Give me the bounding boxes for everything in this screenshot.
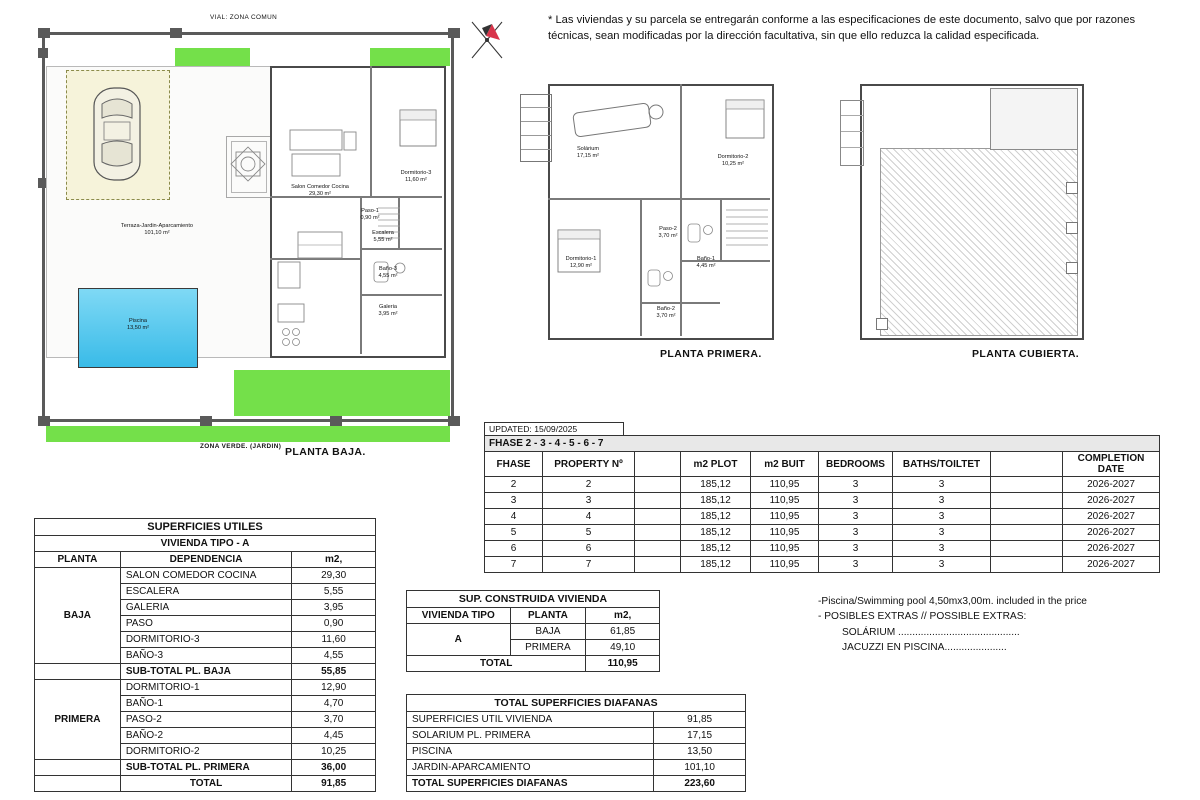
cell-baths: 3 (893, 477, 991, 493)
cell-bedrooms: 3 (819, 541, 893, 557)
bed-icon-dorm3 (398, 108, 438, 148)
roof-hatch (880, 148, 1078, 336)
bano-3-label: Baño-3 4,55 m² (378, 266, 398, 279)
cell-completion: 2026-2027 (1063, 541, 1160, 557)
sc-tipo: A (407, 624, 511, 656)
cell-completion: 2026-2027 (1063, 557, 1160, 573)
roof-vent-1 (1066, 182, 1078, 194)
table-row (485, 541, 1160, 557)
su-dep: BAÑO-1 (120, 696, 291, 712)
bathroom-fittings-bano2 (644, 266, 678, 300)
su-dep: DORMITORIO-1 (120, 680, 291, 696)
cell-baths: 3 (893, 493, 991, 509)
df-m2: 13,50 (654, 744, 746, 760)
cell-plot: 185,12 (681, 541, 751, 557)
planta-primera-title: PLANTA PRIMERA. (660, 348, 762, 360)
roof-vent-2 (1066, 222, 1078, 234)
df-total-value: 223,60 (654, 776, 746, 792)
cell-baths: 3 (893, 541, 991, 557)
updated-label: UPDATED: 15/09/2025 (484, 422, 624, 435)
escalera-label: Escalera 5,55 m² (372, 230, 394, 243)
roof-vent-3 (1066, 262, 1078, 274)
sc-total-label: TOTAL (407, 656, 586, 672)
cell-blank-2 (991, 509, 1063, 525)
fhase-header-row (485, 452, 1160, 477)
su-m2: 4,45 (292, 728, 376, 744)
extras-line-1: -Piscina/Swimming pool 4,50mx3,00m. included in the price (818, 596, 1087, 607)
table-row (485, 557, 1160, 573)
superficies-utiles-table-wrapper (34, 518, 376, 792)
su-subtotal-label: SUB-TOTAL PL. PRIMERA (120, 760, 291, 776)
su-m2: 4,70 (292, 696, 376, 712)
table-row (485, 509, 1160, 525)
cell-bedrooms: 3 (819, 525, 893, 541)
green-strip-top-left (175, 48, 250, 66)
terrace-label: Terraza-Jardin-Aparcamiento 101,10 m² (120, 223, 194, 236)
cell-property: 3 (543, 493, 635, 509)
su-dep: GALERIA (120, 600, 291, 616)
sc-planta: BAJA (510, 624, 586, 640)
cell-blank-2 (991, 525, 1063, 541)
cell-fhase: 3 (485, 493, 543, 509)
cell-plot: 185,12 (681, 557, 751, 573)
cell-blank-1 (635, 525, 681, 541)
su-dep: PASO-2 (120, 712, 291, 728)
su-subtotal-baja-row (35, 664, 376, 680)
su-subtotal-primera-row (35, 760, 376, 776)
df-m2: 17,15 (654, 728, 746, 744)
cell-fhase: 7 (485, 557, 543, 573)
sc-m2: 61,85 (586, 624, 660, 640)
extras-block (818, 594, 1178, 655)
roof-upper-block (990, 88, 1078, 150)
su-subtotal-spacer (35, 664, 121, 680)
su-subtitle: VIVIENDA TIPO - A (35, 536, 376, 552)
cell-plot: 185,12 (681, 477, 751, 493)
cell-blank-2 (991, 541, 1063, 557)
su-total-spacer (35, 776, 121, 792)
header-buit: m2 BUIT (751, 452, 819, 477)
su-subtitle-row (35, 536, 376, 552)
car-icon (82, 84, 152, 184)
df-label: SUPERFICIES UTIL VIVIENDA (407, 712, 654, 728)
df-title: TOTAL SUPERFICIES DIAFANAS (407, 695, 746, 712)
extras-line-4: JACUZZI EN PISCINA...................... (842, 641, 1007, 653)
cell-bedrooms: 3 (819, 493, 893, 509)
bano-1-label: Baño-1 4,45 m² (696, 256, 716, 269)
su-subtotal-value: 55,85 (292, 664, 376, 680)
sc-planta: PRIMERA (510, 640, 586, 656)
sc-header-planta: PLANTA (510, 608, 586, 624)
cell-property: 2 (543, 477, 635, 493)
table-row (407, 624, 660, 640)
df-total-row (407, 776, 746, 792)
su-title-row (35, 519, 376, 536)
roof-vent-4 (876, 318, 888, 330)
table-row (407, 744, 746, 760)
df-label: SOLARIUM PL. PRIMERA (407, 728, 654, 744)
cell-fhase: 6 (485, 541, 543, 557)
cell-bedrooms: 3 (819, 557, 893, 573)
galeria-label: Galeria 3,95 m² (378, 304, 398, 317)
cell-completion: 2026-2027 (1063, 477, 1160, 493)
cell-baths: 3 (893, 509, 991, 525)
cell-completion: 2026-2027 (1063, 525, 1160, 541)
df-title-row (407, 695, 746, 712)
cell-buit: 110,95 (751, 541, 819, 557)
sc-header-m2: m2, (586, 608, 660, 624)
planta-cubierta-title: PLANTA CUBIERTA. (972, 348, 1080, 360)
table-row (35, 568, 376, 584)
df-m2: 91,85 (654, 712, 746, 728)
fhase-table-wrapper (484, 422, 1160, 573)
sun-lounger-icon (568, 98, 668, 144)
cell-blank-1 (635, 493, 681, 509)
green-strip-top-right (370, 48, 450, 66)
green-strip-bottom-left (46, 426, 450, 442)
cell-buit: 110,95 (751, 525, 819, 541)
salon-comedor-cocina-label: Salon Comedor Cocina 29,30 m² (291, 184, 349, 197)
dormitorio-2-label: Dormitorio-2 10,25 m² (717, 154, 749, 167)
sc-title: SUP. CONSTRUIDA VIVIENDA (407, 591, 660, 608)
cell-buit: 110,95 (751, 493, 819, 509)
cell-completion: 2026-2027 (1063, 493, 1160, 509)
cell-blank-2 (991, 557, 1063, 573)
su-dep: ESCALERA (120, 584, 291, 600)
df-label: JARDIN-APARCAMIENTO (407, 760, 654, 776)
su-dep: BAÑO-3 (120, 648, 291, 664)
su-m2: 3,70 (292, 712, 376, 728)
sc-title-row (407, 591, 660, 608)
cell-blank-1 (635, 557, 681, 573)
planta-primera-drawing (520, 70, 820, 370)
fhase-banner-row (485, 436, 1160, 452)
su-subtotal-spacer-2 (35, 760, 121, 776)
su-total-value: 91,85 (292, 776, 376, 792)
header-property: PROPERTY Nº (543, 452, 635, 477)
su-group-primera: PRIMERA (35, 680, 121, 760)
header-plot: m2 PLOT (681, 452, 751, 477)
df-label: PISCINA (407, 744, 654, 760)
fhase-banner: FHASE 2 - 3 - 4 - 5 - 6 - 7 (485, 436, 1160, 452)
table-row (485, 477, 1160, 493)
cell-property: 5 (543, 525, 635, 541)
df-total-label: TOTAL SUPERFICIES DIAFANAS (407, 776, 654, 792)
su-subtotal-label: SUB-TOTAL PL. BAJA (120, 664, 291, 680)
su-m2: 29,30 (292, 568, 376, 584)
round-table-icon (228, 140, 268, 192)
cell-fhase: 2 (485, 477, 543, 493)
paso-2-label: Paso-2 3,70 m² (658, 226, 678, 239)
staircase-icon-primera (726, 204, 768, 256)
header-fhase: FHASE (485, 452, 543, 477)
su-m2: 0,90 (292, 616, 376, 632)
su-group-baja: BAJA (35, 568, 121, 664)
cell-buit: 110,95 (751, 509, 819, 525)
disclaimer-text: * Las viviendas y su parcela se entregarán conforme a las especificaciones de este documento, salvo que por razones técnicas, sean modificadas por la dirección facultativa, sin que ello reduzca la calidad especificada. (548, 14, 1136, 43)
extras-line-3: SOLÁRIUM ........................................... (842, 626, 1020, 638)
sc-total-value: 110,95 (586, 656, 660, 672)
paso-1-label: Paso-1 0,90 m² (360, 208, 380, 221)
disclaimer-note (548, 12, 1158, 44)
sup-construida-table (406, 590, 660, 672)
cell-baths: 3 (893, 525, 991, 541)
header-blank-2 (991, 452, 1063, 477)
cell-bedrooms: 3 (819, 509, 893, 525)
header-completion: COMPLETION DATE (1063, 452, 1160, 477)
balcony-rail-left (520, 94, 552, 162)
bano-2-label: Baño-2 3,70 m² (656, 306, 676, 319)
planta-baja-title: PLANTA BAJA. (285, 446, 366, 458)
table-row (485, 493, 1160, 509)
pool-label: Piscina 13,50 m² (126, 318, 150, 331)
su-m2: 5,55 (292, 584, 376, 600)
vial-zona-comun-label: VIAL: ZONA COMUN (210, 14, 278, 21)
table-row (407, 728, 746, 744)
cell-plot: 185,12 (681, 525, 751, 541)
diafanas-table-wrapper (406, 694, 746, 792)
cell-blank-1 (635, 509, 681, 525)
header-blank-1 (635, 452, 681, 477)
su-title: SUPERFICIES UTILES (35, 519, 376, 536)
su-dep: PASO (120, 616, 291, 632)
zona-verde-label: ZONA VERDE. (JARDIN) (200, 443, 282, 450)
su-dep: SALON COMEDOR COCINA (120, 568, 291, 584)
cell-blank-1 (635, 477, 681, 493)
cell-buit: 110,95 (751, 477, 819, 493)
cell-fhase: 5 (485, 525, 543, 541)
cell-blank-2 (991, 477, 1063, 493)
table-row (35, 680, 376, 696)
cell-completion: 2026-2027 (1063, 509, 1160, 525)
cell-plot: 185,12 (681, 509, 751, 525)
cell-property: 6 (543, 541, 635, 557)
table-row (407, 760, 746, 776)
table-row (485, 525, 1160, 541)
header-baths: BATHS/TOILTET (893, 452, 991, 477)
living-room-furniture (282, 126, 360, 182)
bed-icon-dorm2 (724, 98, 766, 142)
cell-bedrooms: 3 (819, 477, 893, 493)
fhase-table (484, 435, 1160, 573)
su-total-label: TOTAL (120, 776, 291, 792)
sc-header-row (407, 608, 660, 624)
su-header-planta: PLANTA (35, 552, 121, 568)
kitchen-fittings (276, 260, 320, 352)
sc-total-row (407, 656, 660, 672)
header-bedrooms: BEDROOMS (819, 452, 893, 477)
roof-rail-left (840, 100, 864, 166)
su-m2: 10,25 (292, 744, 376, 760)
compass-icon (462, 14, 512, 66)
cell-fhase: 4 (485, 509, 543, 525)
sc-header-tipo: VIVIENDA TIPO (407, 608, 511, 624)
su-header-row (35, 552, 376, 568)
su-m2: 4,55 (292, 648, 376, 664)
su-total-row (35, 776, 376, 792)
su-m2: 11,60 (292, 632, 376, 648)
dormitorio-3-label: Dormitorio-3 11,60 m² (400, 170, 432, 183)
su-m2: 3,95 (292, 600, 376, 616)
su-header-m2: m2, (292, 552, 376, 568)
planta-cubierta-drawing (840, 70, 1140, 370)
green-strip-bottom (234, 370, 450, 416)
su-subtotal-value: 36,00 (292, 760, 376, 776)
su-dep: DORMITORIO-3 (120, 632, 291, 648)
df-m2: 101,10 (654, 760, 746, 776)
planta-baja-drawing (30, 8, 480, 468)
su-dep: DORMITORIO-2 (120, 744, 291, 760)
cell-plot: 185,12 (681, 493, 751, 509)
su-dep: BAÑO-2 (120, 728, 291, 744)
dormitorio-1-label: Dormitorio-1 12,90 m² (565, 256, 597, 269)
diafanas-table (406, 694, 746, 792)
solarium-label: Solárium 17,15 m² (576, 146, 600, 159)
cell-buit: 110,95 (751, 557, 819, 573)
cell-property: 7 (543, 557, 635, 573)
su-m2: 12,90 (292, 680, 376, 696)
cell-blank-2 (991, 493, 1063, 509)
cell-blank-1 (635, 541, 681, 557)
extras-line-2: - POSIBLES EXTRAS // POSSIBLE EXTRAS: (818, 611, 1027, 623)
cell-baths: 3 (893, 557, 991, 573)
su-header-dependencia: DEPENDENCIA (120, 552, 291, 568)
sc-m2: 49,10 (586, 640, 660, 656)
cell-property: 4 (543, 509, 635, 525)
table-row (407, 712, 746, 728)
sup-construida-table-wrapper (406, 590, 660, 672)
superficies-utiles-table (34, 518, 376, 792)
